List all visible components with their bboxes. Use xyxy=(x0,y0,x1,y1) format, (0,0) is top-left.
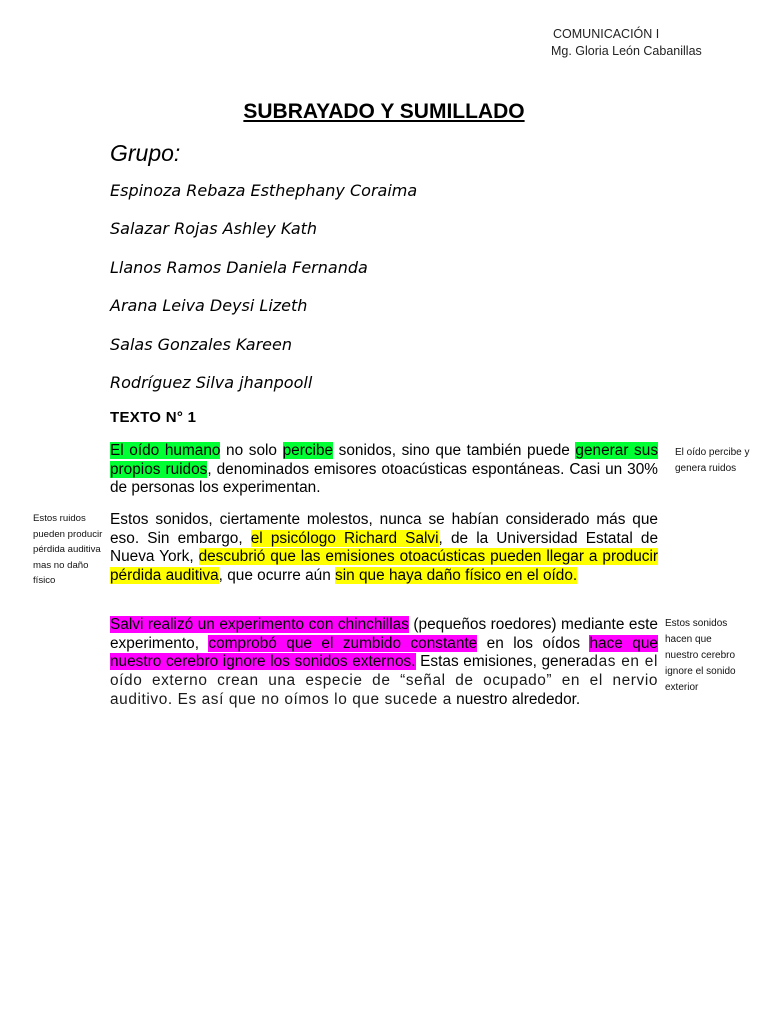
plain-text: , de la Universidad Estatal de Nueva York, xyxy=(110,529,658,566)
member-list xyxy=(110,180,417,410)
margin-note-left-1: Estos ruidos pueden producir pérdida auditiva mas no daño físico xyxy=(33,513,103,586)
highlight-yellow: descubrió que las emisiones otoacústicas pueden llegar a producir pérdida auditiva xyxy=(110,548,658,585)
highlight-green: percibe xyxy=(282,442,334,459)
page-title: SUBRAYADO Y SUMILLADO xyxy=(243,100,525,123)
highlight-yellow: el psicólogo Richard Salvi xyxy=(250,529,439,547)
plain-text: no solo xyxy=(220,442,283,459)
member-item: Salazar Rojas Ashley Kath xyxy=(110,219,318,239)
plain-text: , denominados emisores otoacústicas espontáneas. Casi un 30% de personas los experimentan. xyxy=(110,460,658,497)
member-item: Llanos Ramos Daniela Fernanda xyxy=(110,257,368,277)
paragraph-3 xyxy=(110,616,658,710)
plain-text: sonidos, sino que también puede xyxy=(333,442,576,459)
member-item: Salas Gonzales Kareen xyxy=(110,334,293,354)
plain-text: Estas emisiones, genera xyxy=(415,653,590,671)
margin-note-right-1: El oído percibe y genera ruidos xyxy=(675,447,750,474)
member-item: Espinoza Rebaza Esthephany Coraima xyxy=(110,181,418,200)
plain-text: en los oídos xyxy=(477,634,590,652)
plain-text: , que ocurre aún xyxy=(218,567,336,585)
highlight-magenta: hace que nuestro cerebro ignore los sonidos externos. xyxy=(110,634,658,671)
member-item: Arana Leiva Deysi Lizeth xyxy=(110,296,308,316)
paragraph-2 xyxy=(110,511,658,586)
highlight-yellow: sin que haya daño físico en el oído. xyxy=(335,567,578,585)
document-header xyxy=(553,26,753,60)
highlight-magenta: Salvi realizó un experimento con chinchillas xyxy=(110,616,409,633)
text-number-label: TEXTO N° 1 xyxy=(110,409,197,426)
teacher-name: Mg. Gloria León Cabanillas xyxy=(551,44,702,58)
paragraph-1 xyxy=(110,442,658,498)
member-item: Rodríguez Silva jhanpooll xyxy=(110,372,313,392)
plain-text: Estos sonidos, ciertamente molestos, nunca se habían considerado más que eso. Sin embargo, xyxy=(110,511,658,547)
group-label: Grupo: xyxy=(110,140,181,166)
highlight-green: generar sus propios ruidos xyxy=(110,442,659,478)
course-name: COMUNICACIÓN I xyxy=(553,27,660,41)
plain-text: (pequeños roedores) mediante este experimento, xyxy=(110,616,658,652)
plain-text: nuestro alrededor. xyxy=(451,690,581,708)
margin-note-right-2: Estos sonidos hacen que nuestro cerebro ignore el sonido exterior xyxy=(665,618,736,693)
plain-text: das en el oído externo crean una especie de “señal de ocupado” en el nervio auditivo. Es así que no oímos lo que sucede a xyxy=(110,653,658,708)
highlight-magenta: comprobó que el zumbido constante xyxy=(208,634,478,652)
highlight-green: El oído humano xyxy=(110,442,221,459)
